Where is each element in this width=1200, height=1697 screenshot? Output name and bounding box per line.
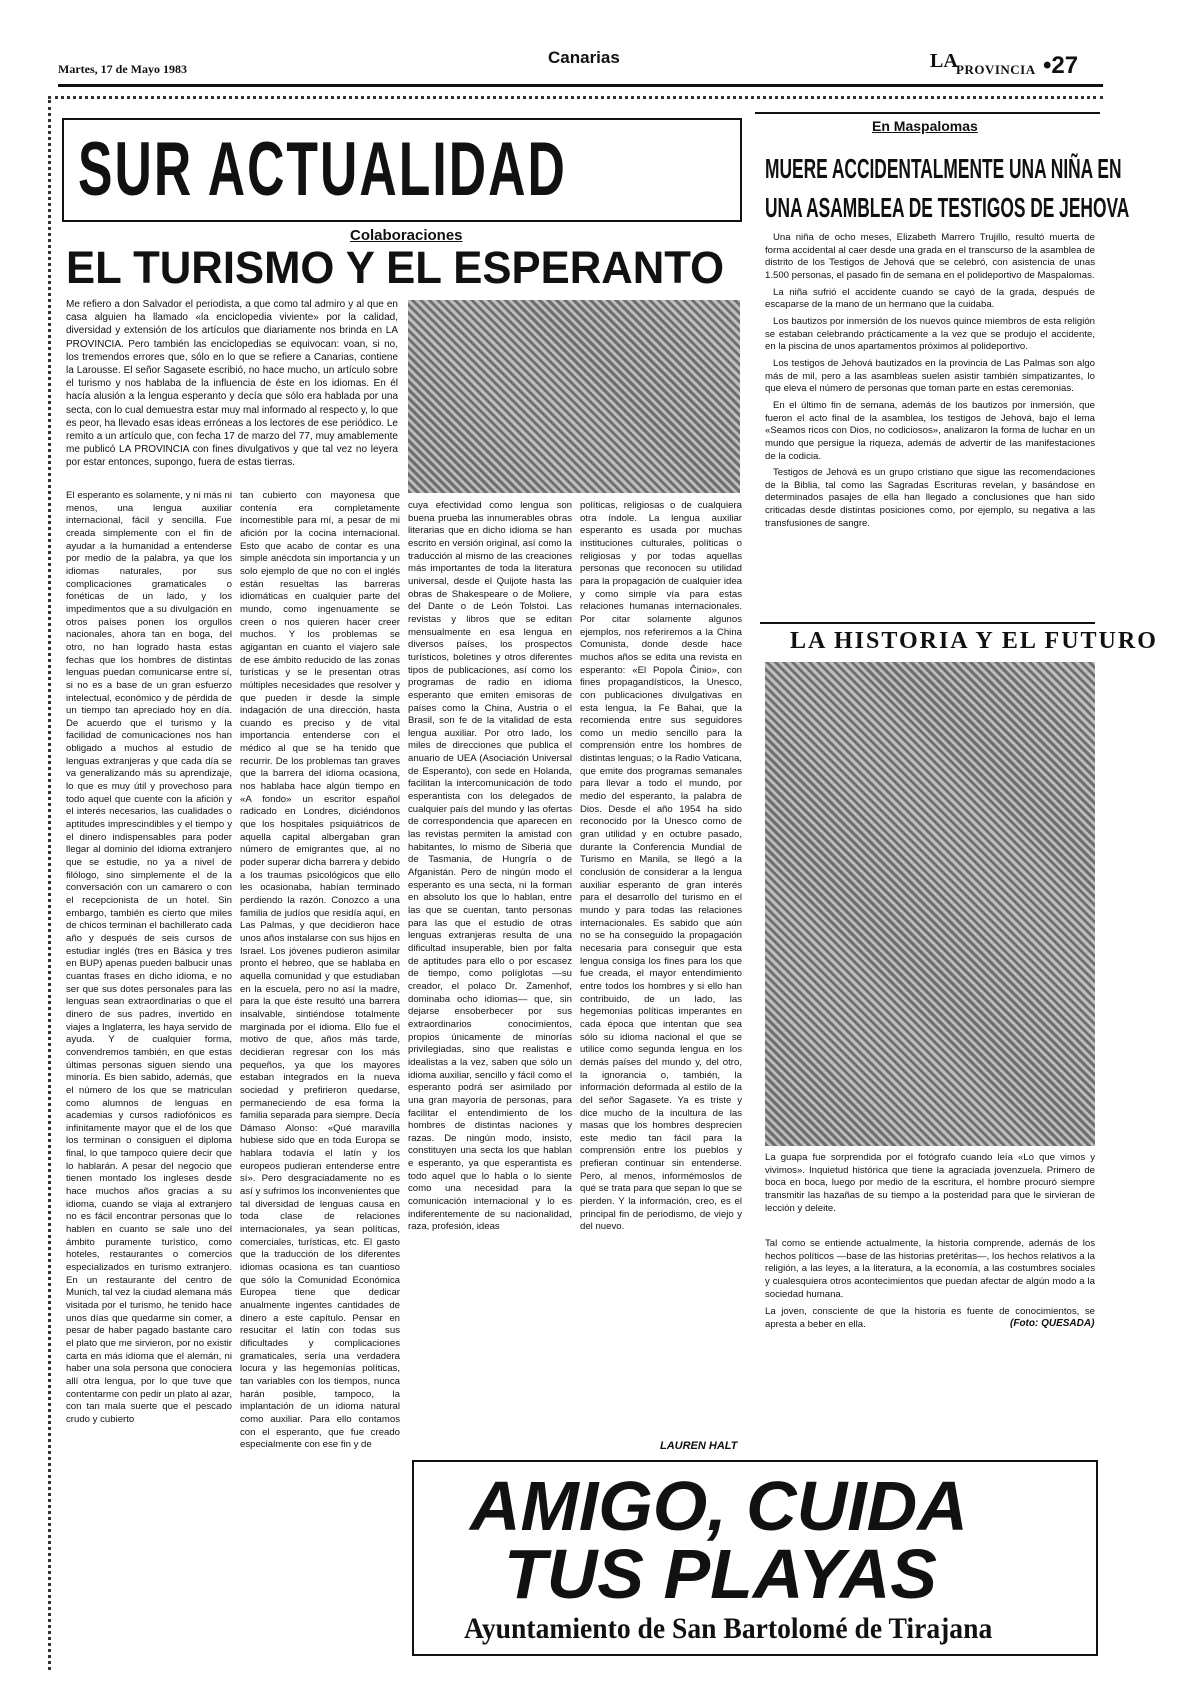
page-header (58, 40, 1103, 80)
ad-box (412, 1460, 1098, 1656)
main-col-2: tan cubierto con mayonesa que contenía era completamente incomestible para mí, a pesar de mi afición por la cocina internacional. Esto que acabo de contar es una simple anécdota sin importancia y un solo ejemplo de que no con el inglés están resueltas las barreras idiomáticas en cualquier parte del mundo, como ingenuamente se creen o nos quieren hacer creer muchos. Y los problemas se agigantan en cuanto el viajero sale de ese ámbito reducido de las zonas turísticas y se le presentan otras múltiples necesidades que resolver y que pueden ir desde la simple indagación de una dirección, hasta cuando es preciso y de vital importancia entenderse con el médico al que se ha tenido que recurrir. De los problemas tan graves que la barrera del idioma ocasiona, nos hablaba hace algún tiempo en «A fondo» un escritor español radicado en Londres, diciéndonos que los hospitales psiquiátricos de aquella capital albergaban gran número de emigrantes que, al no poder superar dicha barrera y debido a los traumas psicológicos que ello les ocasionaba, habían terminado perdiendo la razón. Conozco a una familia de judíos que residía aquí, en Las Palmas, y que decidieron hace unos años instalarse con sus hijos en Israel. Los jóvenes pudieron asimilar pronto el hebreo, que se hablaba en aquella comunidad y que estudiaban en la escuela, pero no así la madre, para la que éste resultó una barrera insalvable, sintiéndose totalmente marginada por el idioma. Ello fue el motivo de que, años más tarde, decidieran regresar con los más pequeños, ya que los mayores estaban integrados en la nueva sociedad y prefirieron quedarse, permaneciendo de esa forma la familia separada para siempre. Decía Dámaso Alonso: «Qué maravilla hubiese sido que en toda Europa se hablara todavía el latín y los europeos pudieran entenderse entre sí». Pero desgraciadamente no es así y sufrimos los inconvenientes que tal diversidad de lenguas causa en toda clase de relaciones internacionales, ya sean políticas, comerciales, turísticas, etc. El gasto que la traducción de los diferentes idiomas ocasiona es tan cuantioso que sólo la Comunidad Económica Europea tiene que dedicar anualmente ingentes cantidades de dinero a este capítulo. Pensar en resucitar el latín con todas sus dificultades y complicaciones gramaticales, sería una verdadera locura y las hegemonías políticas, tan variables con los tiempos, nunca harán posible, tampoco, la implantación de un idioma natural como auxiliar. Para ello contamos con el esperanto, que fue creado especialmente con ese fin y de (240, 490, 400, 1451)
feature-credit: (Foto: QUESADA) (1010, 1318, 1095, 1329)
side-paragraph: Testigos de Jehová es un grupo cristiano que sigue las recomendaciones de la Biblia, tal como las Sagradas Escrituras revelan, y basándose en determinados pasajes de ella han llegado a conclusiones que han sido criticadas desde distintas posiciones como, por ejemplo, su negativa a las transfusiones de sangre. (765, 467, 1095, 529)
header-paper-la: LA (930, 50, 958, 72)
header-date: Martes, 17 de Mayo 1983 (58, 62, 187, 76)
side-body (765, 232, 1095, 612)
header-section: Canarias (548, 48, 620, 67)
main-author: LAUREN HALT (660, 1440, 738, 1452)
side-paragraph: En el último fin de semana, además de los bautizos por inmersión, que fueron el acto final de la asamblea, los testigos de Jehová, bajo el lema «Seamos ricos con Dios, no codiciosos», analizaron la forma de luchar en un mundo que persigue la riqueza, además de advertir de las manifestaciones de la codicia. (765, 399, 1095, 462)
banner-title: SUR ACTUALIDAD (78, 127, 567, 212)
feature-photo (765, 662, 1095, 1146)
feature-title: LA HISTORIA Y EL FUTURO (790, 628, 1158, 654)
side-paragraph: La niña sufrió el accidente cuando se cayó de la grada, después de escaparse de la mano de un hermano que la cuidaba. (765, 286, 1095, 311)
main-title: EL TURISMO Y EL ESPERANTO (66, 242, 725, 293)
main-photo (408, 300, 740, 493)
ad-line-2: TUS PLAYAS (504, 1535, 937, 1613)
side-paragraph: Una niña de ocho meses, Elizabeth Marrero Trujillo, resultó muerta de forma accidental al caer desde una grada en el transcurso de la asamblea de distrito de los Testigos de Jehová que se celebró, con asistencia de unas 1.500 personas, el pasado fin de semana en el polideportivo de Maspalomas. (765, 232, 1095, 281)
ad-sponsor: Ayuntamiento de San Bartolomé de Tirajana (464, 1612, 993, 1645)
header-rule (58, 84, 1103, 87)
section-banner (62, 118, 742, 222)
side-kicker: En Maspalomas (872, 118, 978, 134)
header-paper-name: PROVINCIA (956, 62, 1036, 77)
ad-line-1: AMIGO, CUIDA (470, 1467, 968, 1545)
feature-rule (760, 622, 1095, 624)
header-page-number: •27 (1043, 52, 1079, 79)
top-border (48, 96, 1103, 103)
left-border (48, 100, 56, 1670)
side-paragraph: Los testigos de Jehová bautizados en la provincia de Las Palmas son algo más de mil, pero a las asambleas suelen asistir también simpatizantes, lo que eleva el número de personas que toman parte en estas ceremonias. (765, 357, 1095, 395)
main-kicker: Colaboraciones (350, 227, 463, 244)
side-title-2: UNA ASAMBLEA DE TESTIGOS DE JEHOVA (765, 192, 1130, 223)
main-col-4: políticas, religiosas o de cualquiera otra índole. La lengua auxiliar esperanto es usada por muchas instituciones culturales, políticas o religiosas y por todas aquellas personas que reconocen su utilidad para la propagación de cualquier idea y como simple vía para estas relaciones humanas internacionales. Por citar solamente algunos ejemplos, nos referiremos a la China Comunista, donde desde hace muchos años se edita una revista en esperanto: «El Popola Ĉinio», con fines propagandísticos, la Unesco, con publicaciones divulgativas en esta lengua, la Fe Bahai, que la recomienda entre sus seguidores como un medio sencillo para la comprensión entre los hombres de distintas lenguas; o la Radio Vaticana, que emite dos programas semanales para llevar a todo el mundo, por medio del esperanto, la palabra de Dios. Desde el año 1954 ha sido reconocido por la Unesco como de gran utilidad y en octubre pasado, durante la Conferencia Mundial de Turismo en Manila, se llegó a la conclusión de considerar a la lengua auxiliar esperanto de gran interés para el desarrollo del turismo en el mundo y para todas las relaciones internacionales. Es sabido que aún no se ha conseguido la propagación necesaria para conseguir que esta lengua consiga los fines para los que fue creada, el mayor entendimiento entre todos los hombres y si ello han contribuido, de un lado, las hegemonías políticas imperantes en cada época que intentan que sea sólo su idioma nacional el que se utilice como segunda lengua en los demás países del mundo y, del otro, la ignorancia o, también, la información deformada al estilo de la del señor Sagasete. Ya es triste y dice mucho de la incultura de las masas que los hombres desprecien este medio tan fácil para la comprensión entre los pueblos y prefieran continuar sin entenderse. Pero, al menos, informémoslos de qué se trata para que sepan lo que se pierden. Y la información, creo, es el principal fin de periodismo, de viejo y del nuevo. (580, 500, 742, 1233)
side-title-1: MUERE ACCIDENTALMENTE UNA NIÑA EN (765, 153, 1122, 184)
side-paragraph: Los bautizos por inmersión de los nuevos quince miembros de esta religión se estaban celebrando prácticamente a la vez que se produjo el accidente, en la piscina de unos apartamentos próximos al polideportivo. (765, 315, 1095, 353)
feature-caption: La guapa fue sorprendida por el fotógrafo cuando leía «Lo que vimos y vivimos». Inquietud histórica que tiene la agraciada jovenzuela. Primero de boca en boca, luego por medio de la escritura, el hombre procuró siempre transmitir las hazañas de su tiempo a la posteridad para que le sirvieran de lección y deleite. (765, 1152, 1095, 1214)
main-col-1: El esperanto es solamente, y ni más ni menos, una lengua auxiliar internacional, fácil y sencilla. Fue creada simplemente con el fin de ayudar a la humanidad a entenderse por medio de la palabra, ya que los idiomas naturales, por sus complicaciones gramaticales o fonéticas de un lado, y los impedimentos que a su divulgación en otros países ponen los orgullos nacionales, ahora tan en boga, del otro, no han logrado hasta estas fechas que los hombres de distintas lenguas puedan comunicarse entre sí, si no es a base de un gran esfuerzo intelectual, económico y de pérdida de un tiempo tan apreciado hoy en día. De acuerdo que el turismo y la facilidad de comunicaciones nos han obligado a muchos al estudio de lenguas extranjeras y que cada día se va generalizando más su aprendizaje, lo que es muy útil y provechoso para todo aquel que cuente con la afición y el interés necesarios, las cualidades o aptitudes imprescindibles y el tiempo y el dinero indispensables para poder llegar al dominio del idioma extranjero que se estudie, no ya a nivel de filólogo, sino simplemente el de la conversación con un camarero o con el recepcionista de un hotel. Sin embargo, también es cierto que miles de chicos terminan el bachillerato cada año y después de seis cursos de estudiar inglés (tres en Básica y tres en BUP) apenas pueden balbucir unas cuantas frases en dicho idioma, e no ser que sus dotes personales para las lenguas sean extraordinarias o que el dinero de sus padres, invertido en viajes a Inglaterra, les haya servido de ayuda. Y de cualquier forma, convendremos también, en que estas últimas personas siguen siendo una minoría. Es bien sabido, además, que el número de los que se matriculan como alumnos de lenguas en academias y cursos radiofónicos es infinitamente mayor que el de los que los terminan o consiguen el diploma final, lo que tampoco quiere decir que lo hablarán. A pesar del negocio que tienen montado los ingleses desde hace muchos años gracias a su idioma, cuando se viaja al extranjero no es fácil encontrar personas que lo hablen en cuanto se sale uno del ámbito puramente turístico, como hoteles, restaurantes o comercios especializados en turismo extranjero. En un restaurante del centro de Munich, tal vez la ciudad alemana más visitada por el turismo, he tenido hace unos días que quedarme sin comer, a pesar de haber pagado bastante caro el plato que me sirvieron, por no existir carta en más idioma que el alemán, ni haber una sola persona que conociera allí otra lengua, por lo que tuve que contentarme con pedir un plato al azar, con tan mala suerte que el pescado crudo y cubierto (66, 490, 232, 1425)
feature-para-2: Tal como se entiende actualmente, la historia comprende, además de los hechos políticos —base de las historias pretéritas—, los hechos relativos a la religión, a las leyes, a la literatura, a la economía, a las costumbres sociales y cualesquiera otros acontecimientos que puedan afectar de algún modo a la sociedad humana. (765, 1238, 1095, 1300)
feature-para-3: La joven, consciente de que la historia es fuente de conocimientos, se apresta a beber en ella. (765, 1306, 1095, 1330)
main-lead: Me refiero a don Salvador el periodista, a que como tal admiro y al que en casa alguien ha llamado «la enciclopedia viviente» por la calidad, diversidad y extensión de los artículos que diariamente nos brinda en LA PROVINCIA. Pero también las enciclopedias se equivocan: voan, si no, los tremendos errores que, sólo en lo que se refiere a Canarias, contiene la Larousse. El señor Sagasete escribió, no hace mucho, un artículo sobre el turismo y nos hablaba de la influencia de éste en los idiomas. En él hacía alusión a la lengua esperanto y decía que sólo era hablada por una secta, con lo cual demuestra estar muy mal informado al respecto y, lo que es peor, ha llevado esas ideas erróneas a los lectores de ese periódico. Le remito a un artículo que, con fecha 17 de marzo del 77, muy amablemente me publicó LA PROVINCIA con fines divulgativos y que tal vez no leyera por estar entonces, supongo, fuera de estas tierras. (66, 299, 398, 469)
main-col-3: cuya efectividad como lengua son buena prueba las innumerables obras literarias que en dicho idioma se han escrito en versión original, así como la traducción al mismo de las creaciones más importantes de toda la literatura universal, desde el Quijote hasta las obras de Shakespeare o de Moliere, del Dante o de León Tolstoi. Las revistas y libros que se editan mensualmente en esa lengua en diversos países, los prospectos turísticos, boletines y otros diferentes tipos de publicaciones, así como los programas de radio en idioma esperanto que emiten emisoras de países como la China, Austria o el Brasil, son fe de la vitalidad de esta lengua auxiliar. Por otro lado, los miles de direcciones que publica el anuario de UEA (Asociación Universal de Esperanto), con sede en Holanda, facilitan la intercomunicación de todo esperantista con los delegados de cualquier país del mundo y las ofertas de correspondencia que aparecen en las revistas permiten la amistad con habitantes, lo mismo de Siberia que de Tasmania, de Hungría o de Afganistán. Pero de ningún modo el esperanto es una secta, ni la forman en absoluto los que lo hablan, entre las que se cuentan, tanto personas para las que el estudio de otras lenguas extranjeras resulta de una dificultad insuperable, bien por falta de aptitudes para ello o por escasez de tiempo, como políglotas —su creador, el polaco Dr. Zamenhof, dominaba ocho idiomas— que, sin dejarse ensoberbecer por sus extraordinarios conocimientos, propios únicamente de minorías privilegiadas, sino que realistas e idealistas a la vez, saben que sólo un idioma auxiliar, sencillo y fácil como el esperanto podrá ser asimilado por una gran mayoría de personas, para facilitar el entendimiento de los hombres de distintas naciones y razas. De ningún modo, insisto, constituyen una secta los que hablan e esperanto, ya que esperantista es todo aquel que lo habla o lo siente como una necesidad para la comunicación internacional y lo es indiferentemente de su nacionalidad, raza, profesión, ideas (408, 500, 572, 1233)
